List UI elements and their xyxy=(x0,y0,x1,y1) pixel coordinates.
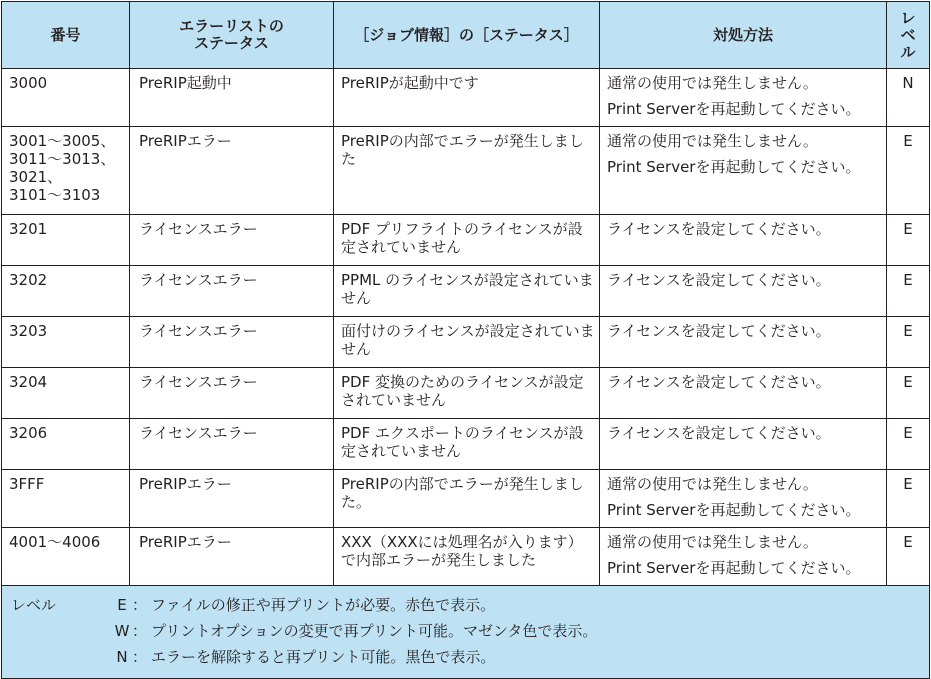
error-list-status: PreRIPエラー xyxy=(139,475,232,493)
legend-description: プリントオプションの変更で再プリント可能。マゼンタ色で表示。 xyxy=(151,622,598,640)
level-code: E xyxy=(903,132,913,150)
error-number: 3FFF xyxy=(9,475,45,493)
error-number: 3202 xyxy=(9,271,48,289)
legend-code: N xyxy=(116,648,128,666)
action-list xyxy=(600,215,886,246)
action-list xyxy=(600,317,886,348)
error-list-status: ライセンスエラー xyxy=(139,424,258,442)
error-number: 3201 xyxy=(9,220,48,238)
error-number: 3001～3005、 3011～3013、 3021、 3101～3103 xyxy=(9,132,116,204)
cell-error-list-status xyxy=(130,470,334,528)
action-line: ライセンスを設定してください。 xyxy=(607,373,831,391)
cell-error-list-status xyxy=(130,419,334,470)
error-list-status: ライセンスエラー xyxy=(139,373,258,391)
cell-action xyxy=(600,266,887,317)
legend-title-cell xyxy=(11,618,112,644)
cell-action xyxy=(600,69,887,127)
cell-number xyxy=(2,419,130,470)
level-code: E xyxy=(903,220,913,238)
job-info-status: 面付けのライセンスが設定されていません xyxy=(341,322,595,358)
cell-job-info-status xyxy=(334,470,600,528)
table-row xyxy=(2,69,930,127)
cell-level xyxy=(887,368,930,419)
table-body xyxy=(2,69,930,586)
error-number: 3206 xyxy=(9,424,48,442)
level-code: E xyxy=(903,475,913,493)
action-line: Print Serverを再起動してください。 xyxy=(607,559,861,577)
table-row xyxy=(2,419,930,470)
action-line: ライセンスを設定してください。 xyxy=(607,322,831,340)
cell-job-info-status xyxy=(334,215,600,266)
action-line: Print Serverを再起動してください。 xyxy=(607,100,861,118)
action-line: ライセンスを設定してください。 xyxy=(607,424,831,442)
job-info-status: XXX（XXXには処理名が入ります）で内部エラーが発生しました xyxy=(341,533,583,569)
legend-table xyxy=(11,592,597,670)
cell-number xyxy=(2,266,130,317)
cell-job-info-status xyxy=(334,266,600,317)
cell-error-list-status xyxy=(130,528,334,586)
cell-level xyxy=(887,470,930,528)
action-list xyxy=(600,470,886,527)
cell-number xyxy=(2,368,130,419)
cell-action xyxy=(600,528,887,586)
error-list-status: PreRIPエラー xyxy=(139,132,232,150)
cell-error-list-status xyxy=(130,317,334,368)
cell-action xyxy=(600,127,887,215)
level-code: E xyxy=(903,424,913,442)
job-info-status: PDF プリフライトのライセンスが設定されていません xyxy=(341,220,583,256)
legend-title-cell xyxy=(11,592,112,618)
action-list xyxy=(600,419,886,450)
action-list xyxy=(600,528,886,585)
cell-level xyxy=(887,127,930,215)
table-row xyxy=(2,528,930,586)
job-info-status: PreRIPが起動中です xyxy=(341,74,479,92)
legend-description: エラーを解除すると再プリント可能。黒色で表示。 xyxy=(151,648,496,666)
legend-title-cell xyxy=(11,644,112,670)
cell-error-list-status xyxy=(130,127,334,215)
cell-job-info-status xyxy=(334,317,600,368)
table-row xyxy=(2,317,930,368)
cell-job-info-status xyxy=(334,69,600,127)
legend-item xyxy=(11,592,597,618)
header-action: 対処方法 xyxy=(600,2,887,69)
legend-separator: ： xyxy=(132,648,148,666)
legend-separator: ： xyxy=(132,622,148,640)
cell-number xyxy=(2,317,130,368)
legend-code: E xyxy=(117,596,127,614)
level-code: E xyxy=(903,373,913,391)
job-info-status: PDF エクスポートのライセンスが設定されていません xyxy=(341,424,584,460)
cell-error-list-status xyxy=(130,266,334,317)
cell-job-info-status xyxy=(334,368,600,419)
header-job-info-status: ［ジョブ情報］の［ステータス］ xyxy=(334,2,600,69)
action-line: 通常の使用では発生しません。 xyxy=(607,533,818,551)
action-list xyxy=(600,266,886,297)
table-row xyxy=(2,368,930,419)
cell-job-info-status xyxy=(334,528,600,586)
table-row xyxy=(2,127,930,215)
header-error-list-status: エラーリストの ステータス xyxy=(130,2,334,69)
level-code: N xyxy=(902,74,914,92)
legend-item xyxy=(11,618,597,644)
cell-action xyxy=(600,317,887,368)
job-info-status: PPML のライセンスが設定されていません xyxy=(341,271,594,307)
level-code: E xyxy=(903,271,913,289)
cell-error-list-status xyxy=(130,368,334,419)
legend-row xyxy=(2,586,930,679)
action-list xyxy=(600,368,886,399)
error-list-status: ライセンスエラー xyxy=(139,220,258,238)
level-code: E xyxy=(903,533,913,551)
header-number: 番号 xyxy=(2,2,130,69)
cell-level xyxy=(887,419,930,470)
cell-action xyxy=(600,419,887,470)
action-line: Print Serverを再起動してください。 xyxy=(607,501,861,519)
legend xyxy=(2,586,930,679)
cell-error-list-status xyxy=(130,215,334,266)
action-line: ライセンスを設定してください。 xyxy=(607,220,831,238)
action-line: 通常の使用では発生しません。 xyxy=(607,132,818,150)
cell-action xyxy=(600,470,887,528)
legend-item xyxy=(11,644,597,670)
error-status-table xyxy=(1,1,930,679)
cell-level xyxy=(887,266,930,317)
error-number: 3203 xyxy=(9,322,48,340)
level-code: E xyxy=(903,322,913,340)
legend-title: レベル xyxy=(11,596,57,614)
cell-level xyxy=(887,528,930,586)
error-list-status: PreRIP起動中 xyxy=(139,74,232,92)
cell-number xyxy=(2,528,130,586)
job-info-status: PreRIPの内部でエラーが発生しました xyxy=(341,132,584,168)
error-number: 4001～4006 xyxy=(9,533,101,551)
cell-level xyxy=(887,69,930,127)
error-list-status: PreRIPエラー xyxy=(139,533,232,551)
error-number: 3000 xyxy=(9,74,48,92)
legend-separator: ： xyxy=(132,596,148,614)
table-row xyxy=(2,215,930,266)
cell-number xyxy=(2,69,130,127)
cell-number xyxy=(2,127,130,215)
header-level xyxy=(887,2,930,69)
action-line: 通常の使用では発生しません。 xyxy=(607,74,818,92)
action-line: Print Serverを再起動してください。 xyxy=(607,158,861,176)
cell-level xyxy=(887,215,930,266)
error-list-status: ライセンスエラー xyxy=(139,271,258,289)
error-number: 3204 xyxy=(9,373,48,391)
cell-error-list-status xyxy=(130,69,334,127)
table-header-row xyxy=(2,2,930,69)
action-line: ライセンスを設定してください。 xyxy=(607,271,831,289)
cell-job-info-status xyxy=(334,419,600,470)
legend-code: W xyxy=(114,622,130,640)
job-info-status: PreRIPの内部でエラーが発生しました。 xyxy=(341,475,584,511)
action-list xyxy=(600,127,886,184)
action-line: 通常の使用では発生しません。 xyxy=(607,475,818,493)
cell-action xyxy=(600,215,887,266)
cell-level xyxy=(887,317,930,368)
table-row xyxy=(2,266,930,317)
table-row xyxy=(2,470,930,528)
job-info-status: PDF 変換のためのライセンスが設定されていません xyxy=(341,373,584,409)
cell-number xyxy=(2,215,130,266)
legend-description: ファイルの修正や再プリントが必要。赤色で表示。 xyxy=(151,596,496,614)
cell-job-info-status xyxy=(334,127,600,215)
action-list xyxy=(600,69,886,126)
error-list-status: ライセンスエラー xyxy=(139,322,258,340)
cell-number xyxy=(2,470,130,528)
cell-action xyxy=(600,368,887,419)
header-level-label: レベル xyxy=(900,8,916,61)
